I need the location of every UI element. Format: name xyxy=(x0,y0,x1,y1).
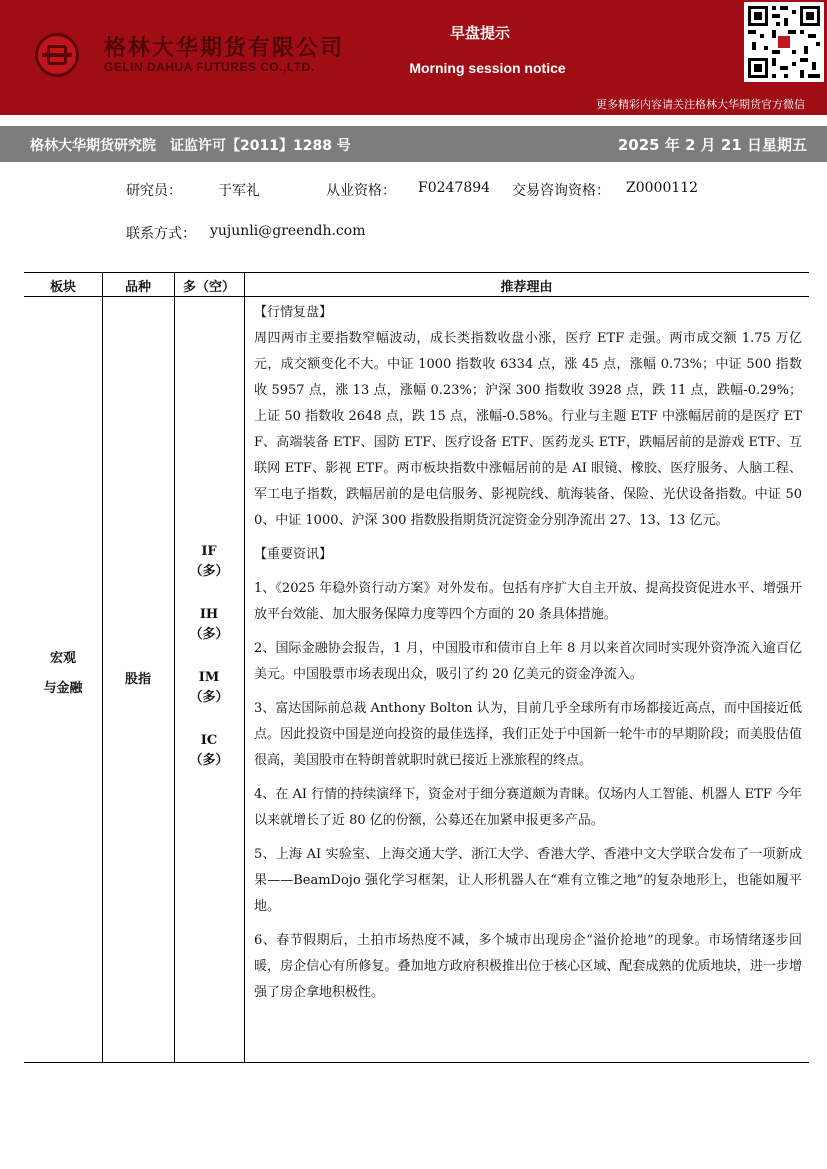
news-item: 6、春节假期后，土拍市场热度不减，多个城市出现房企“溢价抢地”的现象。市场情绪逐步回暖，房企信心有所修复。叠加地方政府积极推出位于核心区域、配套成熟的优质地块，进一步增强了房企拿地积极性。 xyxy=(254,933,802,1000)
sector-line-1: 宏观 xyxy=(49,651,76,666)
position-code: IF xyxy=(201,544,217,559)
position-code: IC xyxy=(200,733,218,748)
sector-line-2: 与金融 xyxy=(43,681,83,696)
page-header xyxy=(0,0,827,115)
header-position: 多（空） xyxy=(182,280,235,295)
position-ih xyxy=(174,605,244,645)
notice-title-cn: 早盘提示 xyxy=(449,24,510,42)
header-variety: 品种 xyxy=(124,280,151,295)
position-code: IM xyxy=(198,670,220,685)
news-heading: 【重要资讯】 xyxy=(254,547,333,562)
header-reason: 推荐理由 xyxy=(500,280,553,295)
wechat-qr-code-icon xyxy=(744,2,824,82)
company-logo-icon xyxy=(35,33,79,77)
researcher-name: 于军礼 xyxy=(218,183,260,199)
position-direction: （多） xyxy=(189,564,229,579)
notice-title-en: Morning session notice xyxy=(409,60,566,76)
news-item: 4、在 AI 行情的持续演绎下，资金对于细分赛道颇为青睐。仅场内人工智能、机器人 ETF 今年以来就增长了近 80 亿的份额，公募还在加紧申报更多产品。 xyxy=(254,787,802,828)
news-item: 5、上海 AI 实验室、上海交通大学、浙江大学、香港大学、香港中文大学联合发布了一项新成果——BeamDojo 强化学习框架，让人形机器人在“难有立锥之地”的复杂地形上，也能如履平地。 xyxy=(254,847,802,914)
reason-content xyxy=(254,300,802,1006)
wechat-follow-note: 更多精彩内容请关注格林大华期货官方微信 xyxy=(596,98,805,111)
header-sector: 板块 xyxy=(49,280,76,295)
position-direction: （多） xyxy=(189,627,229,642)
position-code: IH xyxy=(199,607,219,622)
consult-value: Z0000112 xyxy=(626,180,699,196)
news-item: 3、富达国际前总裁 Anthony Bolton 认为，目前几乎全球所有市场都接近高点，而中国接近低点。因此投资中国是逆向投资的最佳选择，我们正处于中国新一轮牛市的早期阶段；而美股估值很高，美国股市在特朗普就职时就已接近上涨旅程的终点。 xyxy=(254,701,802,768)
contact-email[interactable]: yujunli@greendh.com xyxy=(210,223,366,239)
position-ic xyxy=(174,731,244,771)
review-heading: 【行情复盘】 xyxy=(254,305,333,320)
recommendation-table xyxy=(24,272,809,1063)
news-item: 1、《2025 年稳外资行动方案》对外发布。包括有序扩大自主开放、提高投资促进水平、增强开放平台效能、加大服务保障力度等四个方面的 20 条具体措施。 xyxy=(254,581,802,622)
company-name-cn: 格林大华期货有限公司 xyxy=(104,36,345,61)
review-text: 周四两市主要指数窄幅波动，成长类指数收盘小涨，医疗 ETF 走强。两市成交额 1.75 万亿元，成交额变化不大。中证 1000 指数收 6334 点，涨 45 点，涨幅 0.73%；中证 500 指数收 5957 点，涨 13 点，涨幅 0.23%；沪深 300 指数收 3928 点，跌 11 点，跌幅-0.29%；上证 50 指数收 2648 点，跌 15 点，涨幅-0.58%。行业与主题 ETF 中涨幅居前的是医疗 ETF、高端装备 ETF、国防 ETF、医疗设备 ETF、医药龙头 ETF，跌幅居前的是游戏 ETF、互联网 ETF、影视 ETF。两市板块指数中涨幅居前的是 AI 眼镜、橡胶、医疗服务、人脑工程、军工电子指数，跌幅居前的是电信服务、影视院线、航海装备、保险、光伏设备指数。中证 500、中证 1000、沪深 300 指数股指期货沉淀资金分别净流出 27、13、13 亿元。 xyxy=(254,331,802,528)
consult-label: 交易咨询资格： xyxy=(512,183,610,199)
institute-license: 格林大华期货研究院 证监许可【2011】1288 号 xyxy=(30,138,351,154)
position-direction: （多） xyxy=(189,753,229,768)
contact-label: 联系方式： xyxy=(126,226,196,242)
position-if xyxy=(174,542,244,582)
variety-cell: 股指 xyxy=(124,672,151,687)
company-name-en: GELIN DAHUA FUTURES CO.,LTD. xyxy=(104,60,315,74)
researcher-label: 研究员： xyxy=(126,183,182,199)
position-direction: （多） xyxy=(189,690,229,705)
sector-cell xyxy=(24,644,102,704)
qualification-value: F0247894 xyxy=(418,180,491,196)
report-date: 2025 年 2 月 21 日星期五 xyxy=(617,136,807,154)
qualification-label: 从业资格： xyxy=(326,183,396,199)
info-band xyxy=(0,126,827,162)
position-im xyxy=(174,668,244,708)
news-item: 2、国际金融协会报告，1 月，中国股市和债市自上年 8 月以来首次同时实现外资净流入逾百亿美元。中国股票市场表现出众，吸引了约 20 亿美元的资金净流入。 xyxy=(254,641,802,682)
